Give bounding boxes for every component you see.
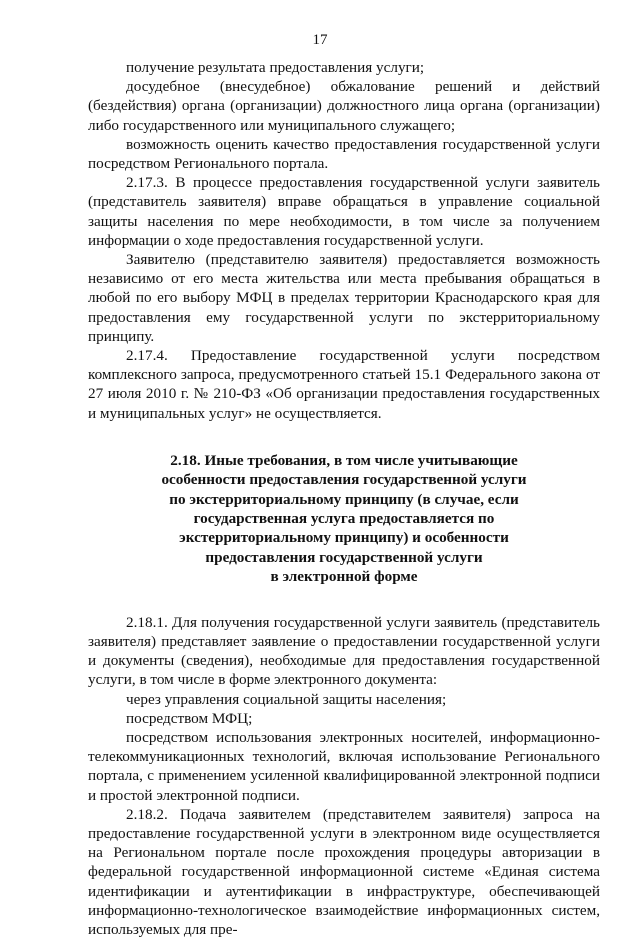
heading-line: государственная услуга предоставляется по bbox=[193, 510, 495, 528]
heading-line: по экстерриториальному принципу (в случае, если bbox=[169, 490, 519, 508]
list-item: через управления социальной защиты населения; bbox=[126, 690, 447, 708]
section-heading-2-18 bbox=[88, 451, 600, 587]
list-item: посредством МФЦ; bbox=[126, 709, 253, 727]
paragraph: возможность оценить качество предоставления государственной услуги посредством Регионального портала. bbox=[88, 135, 600, 173]
paragraph: получение результата предоставления услуги; bbox=[126, 59, 425, 76]
paragraph-2-17-3: 2.17.3. В процессе предоставления государственной услуги заявитель (представитель заявителя) вправе обращаться в управление социальной защиты населения по мере необходимости, в том числе за получением информации о ходе предоставления государственной услуги. bbox=[88, 174, 600, 249]
list-item: посредством использования электронных носителей, информационно-телекоммуникационных технологий, включая использование Регионального портала, с применением усиленной квалифицированной электронной подписи и простой электронной подписи. bbox=[88, 728, 600, 804]
page-number: 17 bbox=[312, 32, 328, 48]
heading-line: в электронной форме bbox=[270, 568, 418, 586]
heading-line: предоставления государственной услуги bbox=[205, 548, 483, 566]
paragraph-2-18-1: 2.18.1. Для получения государственной услуги заявитель (представитель заявителя) представляет заявление о предоставлении государственной услуги и документы (сведения), необходимые для предоставления государственной услуги, в том числе в форме электронного документа: bbox=[88, 613, 600, 689]
document-body bbox=[88, 58, 600, 939]
paragraph-2-17-4: 2.17.4. Предоставление государственной услуги посредством комплексного запроса, предусмотренного статьей 15.1 Федерального закона от 27 июля 2010 г. № 210-ФЗ «Об организации предоставления государственных и муниципальных услуг» не осуществляется. bbox=[88, 347, 600, 422]
heading-line: экстерриториальному принципу) и особенности bbox=[179, 529, 509, 547]
heading-line: 2.18. Иные требования, в том числе учитывающие bbox=[170, 451, 518, 469]
heading-line: особенности предоставления государственной услуги bbox=[161, 471, 527, 489]
paragraph: досудебное (внесудебное) обжалование решений и действий (бездействия) органа (организации) должностного лица органа (организации) либо государственного или муниципального служащего; bbox=[88, 78, 600, 134]
paragraph-2-18-2: 2.18.2. Подача заявителем (представителем заявителя) запроса на предоставление государственной услуги в электронном виде осуществляется на Региональном портале после прохождения процедуры авторизации в федеральной государственной информационной системе «Единая система идентификации и аутентификации в инфраструктуре, обеспечивающей информационно-технологическое взаимодействие информационных систем, используемых для пре- bbox=[88, 805, 600, 938]
paragraph: Заявителю (представителю заявителя) предоставляется возможность независимо от его места жительства или места пребывания обращаться в любой по его выбору МФЦ в пределах территории Краснодарского края для предоставления ему государственной услуги по экстерриториальному принципу. bbox=[88, 251, 600, 345]
